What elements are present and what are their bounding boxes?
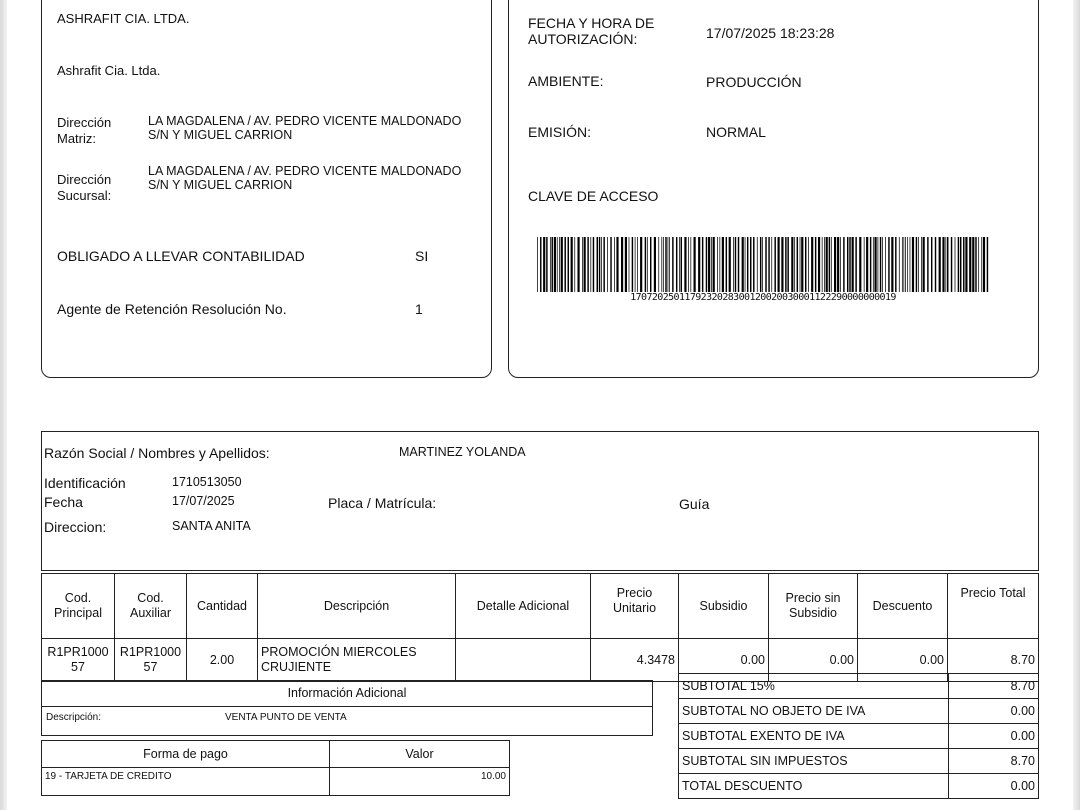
total-label: SUBTOTAL NO OBJETO DE IVA: [679, 699, 949, 724]
fecha-label: Fecha: [44, 494, 83, 510]
info-descripcion-value: VENTA PUNTO DE VENTA: [225, 712, 347, 723]
header-forma-pago: Forma de pago: [42, 741, 330, 768]
totals-row: [679, 674, 1039, 699]
clave-acceso-label: CLAVE DE ACCESO: [528, 188, 659, 204]
header-detalle-adicional: Detalle Adicional: [456, 574, 591, 639]
header-valor: Valor: [330, 741, 510, 768]
cell-descuento: 0.00: [858, 639, 948, 682]
right-edge-shadow: [1073, 0, 1080, 810]
table-row: [42, 768, 510, 796]
left-edge-shadow: [0, 0, 7, 810]
sucursal-label: Dirección Sucursal:: [57, 172, 112, 203]
identificacion-value: 1710513050: [172, 475, 242, 489]
total-value: 0.00: [949, 699, 1039, 724]
info-descripcion-label: Descripción:: [46, 712, 102, 723]
header-precio-total: Precio Total: [948, 574, 1039, 639]
issuer-trade-name: Ashrafit Cia. Ltda.: [57, 63, 161, 78]
header-precio-sin-subsidio: Precio sin Subsidio: [769, 574, 858, 639]
cell-precio-unitario: 4.3478: [591, 639, 679, 682]
guia-label: Guía: [679, 496, 710, 512]
sucursal-value: LA MAGDALENA / AV. PEDRO VICENTE MALDONADO S/N Y MIGUEL CARRION: [148, 164, 462, 192]
forma-pago-table: [41, 740, 510, 796]
cell-cod-auxiliar: R1PR1000 57: [115, 639, 187, 682]
header-subsidio: Subsidio: [679, 574, 769, 639]
totals-row: [679, 749, 1039, 774]
razon-social-label: Razón Social / Nombres y Apellidos:: [44, 445, 270, 461]
retencion-label: Agente de Retención Resolución No.: [57, 301, 287, 317]
placa-label: Placa / Matrícula:: [328, 495, 437, 511]
header-descuento: Descuento: [858, 574, 948, 639]
contabilidad-value: SI: [415, 248, 429, 264]
totals-row: [679, 724, 1039, 749]
header-cod-auxiliar: Cod. Auxiliar: [115, 574, 187, 639]
direccion-value: SANTA ANITA: [172, 519, 251, 533]
header-descripcion: Descripción: [258, 574, 456, 639]
fecha-autorizacion-label: FECHA Y HORA DE AUTORIZACIÓN:: [528, 15, 655, 47]
matriz-label: Dirección Matriz:: [57, 115, 112, 146]
cell-subsidio: 0.00: [679, 639, 769, 682]
header-cod-principal: Cod. Principal: [42, 574, 115, 639]
fecha-value: 17/07/2025: [172, 494, 235, 508]
total-label: TOTAL DESCUENTO: [679, 774, 949, 799]
cell-cod-principal: R1PR1000 57: [42, 639, 115, 682]
total-label: SUBTOTAL 15%: [679, 674, 949, 699]
cell-detalle-adicional: [456, 639, 591, 682]
contabilidad-label: OBLIGADO A LLEVAR CONTABILIDAD: [57, 248, 305, 264]
retencion-value: 1: [415, 301, 423, 317]
totals-table: [678, 673, 1039, 799]
total-value: 0.00: [949, 724, 1039, 749]
cell-precio-total: 8.70: [948, 639, 1039, 682]
total-label: SUBTOTAL SIN IMPUESTOS: [679, 749, 949, 774]
items-header-row: [42, 574, 1039, 639]
totals-row: [679, 699, 1039, 724]
direccion-label: Direccion:: [44, 519, 107, 535]
header-precio-unitario: Precio Unitario: [591, 574, 679, 639]
total-value: 8.70: [949, 749, 1039, 774]
matriz-value: LA MAGDALENA / AV. PEDRO VICENTE MALDONADO S/N Y MIGUEL CARRION: [148, 114, 462, 142]
barcode-graphic: [537, 237, 989, 292]
info-adicional-title: Información Adicional: [287, 686, 407, 700]
cell-cantidad: 2.00: [187, 639, 258, 682]
ambiente-value: PRODUCCIÓN: [706, 74, 802, 90]
total-value: 8.70: [949, 674, 1039, 699]
issuer-name-header: ASHRAFIT CIA. LTDA.: [57, 11, 190, 26]
identificacion-label: Identificación: [44, 475, 126, 491]
emision-label: EMISIÓN:: [528, 124, 592, 140]
emision-value: NORMAL: [706, 124, 766, 140]
clave-acceso-value: 1707202501179232028300120020030001122290000000019: [630, 292, 896, 303]
total-label: SUBTOTAL EXENTO DE IVA: [679, 724, 949, 749]
razon-social-value: MARTINEZ YOLANDA: [399, 445, 526, 459]
cell-precio-sin-subsidio: 0.00: [769, 639, 858, 682]
totals-row: [679, 774, 1039, 799]
total-value: 0.00: [949, 774, 1039, 799]
cell-valor-pago: 10.00: [330, 768, 510, 796]
fecha-autorizacion-value: 17/07/2025 18:23:28: [706, 25, 835, 41]
cell-descripcion: PROMOCIÓN MIERCOLES CRUJIENTE: [258, 639, 456, 682]
header-cantidad: Cantidad: [187, 574, 258, 639]
items-table: [41, 573, 1039, 682]
info-adicional-divider: [41, 706, 653, 707]
cell-forma-pago: 19 - TARJETA DE CREDITO: [42, 768, 330, 796]
ambiente-label: AMBIENTE:: [528, 73, 604, 89]
